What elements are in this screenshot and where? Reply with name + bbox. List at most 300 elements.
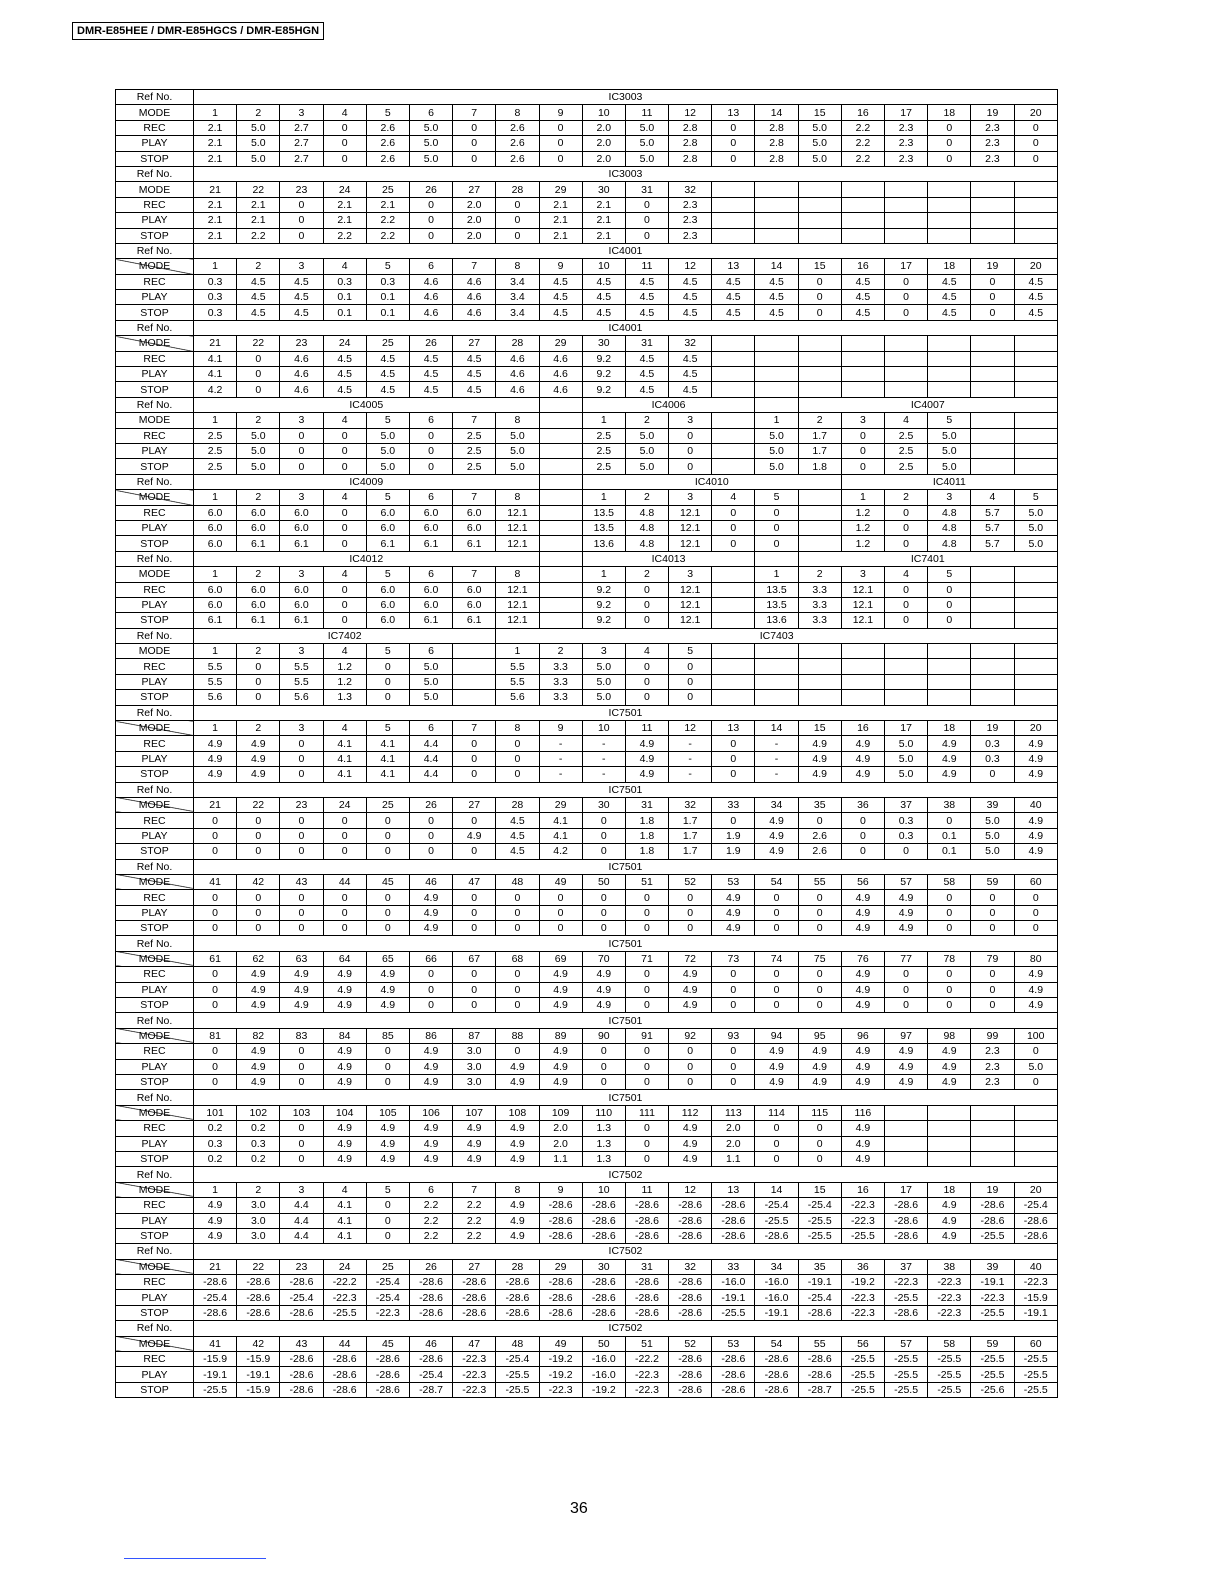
ref-row xyxy=(116,397,1058,412)
voltage-cell: 5.5 xyxy=(496,674,539,689)
voltage-cell: 0.3 xyxy=(971,751,1014,766)
voltage-cell: 0 xyxy=(755,905,798,920)
voltage-cell: 4.9 xyxy=(237,998,280,1013)
ref-ic-name: IC3003 xyxy=(194,90,1058,105)
voltage-cell: 4.4 xyxy=(280,1228,323,1243)
pin-number-cell: 18 xyxy=(928,1182,971,1197)
rec-row xyxy=(116,197,1058,212)
pin-number-cell: 45 xyxy=(366,874,409,889)
pin-number-cell xyxy=(712,182,755,197)
pin-number-cell: 65 xyxy=(366,951,409,966)
voltage-cell: 0 xyxy=(798,305,841,320)
ref-ic-name: IC7501 xyxy=(194,782,1058,797)
rec-row xyxy=(116,351,1058,366)
pin-number-cell: 5 xyxy=(366,413,409,428)
voltage-cell: 0 xyxy=(409,228,452,243)
ref-row xyxy=(116,782,1058,797)
voltage-cell: 0 xyxy=(669,1059,712,1074)
voltage-cell xyxy=(885,382,928,397)
pin-number-cell: 52 xyxy=(669,1336,712,1351)
voltage-cell: 4.9 xyxy=(1014,767,1057,782)
voltage-cell: -28.6 xyxy=(539,1213,582,1228)
mode-row xyxy=(116,490,1058,505)
voltage-cell: 0.3 xyxy=(885,813,928,828)
pin-number-cell: 32 xyxy=(669,182,712,197)
voltage-cell: 0 xyxy=(1014,1044,1057,1059)
pin-number-cell: 23 xyxy=(280,182,323,197)
voltage-cell xyxy=(971,613,1014,628)
voltage-cell: -22.3 xyxy=(841,1290,884,1305)
pin-number-cell: 30 xyxy=(582,797,625,812)
voltage-cell: 0 xyxy=(755,998,798,1013)
voltage-cell: 0 xyxy=(971,998,1014,1013)
pin-number-cell: 23 xyxy=(280,797,323,812)
voltage-cell: 0 xyxy=(885,982,928,997)
pin-number-cell: 90 xyxy=(582,1028,625,1043)
voltage-cell: 4.6 xyxy=(539,367,582,382)
voltage-cell: 5.0 xyxy=(625,428,668,443)
voltage-cell: 4.9 xyxy=(366,1136,409,1151)
voltage-cell: 0 xyxy=(194,1044,237,1059)
voltage-cell: 4.9 xyxy=(841,967,884,982)
voltage-cell: 4.9 xyxy=(366,982,409,997)
voltage-cell xyxy=(1014,1151,1057,1166)
voltage-cell: 5.0 xyxy=(755,428,798,443)
voltage-cell: 6.0 xyxy=(409,505,452,520)
voltage-cell: 4.8 xyxy=(625,505,668,520)
voltage-cell: -22.3 xyxy=(971,1290,1014,1305)
voltage-cell: 4.9 xyxy=(409,1075,452,1090)
voltage-cell: -28.6 xyxy=(669,1305,712,1320)
voltage-cell: -15.9 xyxy=(1014,1290,1057,1305)
voltage-cell: 0 xyxy=(496,967,539,982)
voltage-cell xyxy=(971,1151,1014,1166)
rec-row xyxy=(116,274,1058,289)
voltage-cell: 4.1 xyxy=(366,751,409,766)
voltage-cell: 2.2 xyxy=(841,151,884,166)
pin-number-cell: 5 xyxy=(366,567,409,582)
voltage-cell: 2.3 xyxy=(971,1044,1014,1059)
voltage-cell: 4.5 xyxy=(539,290,582,305)
voltage-cell: 4.9 xyxy=(841,751,884,766)
voltage-cell: 4.9 xyxy=(409,1044,452,1059)
voltage-cell: 4.5 xyxy=(366,382,409,397)
stop-label: STOP xyxy=(116,1382,194,1397)
voltage-cell: 4.6 xyxy=(453,274,496,289)
pin-number-cell: 9 xyxy=(539,105,582,120)
voltage-cell: 0 xyxy=(712,520,755,535)
pin-number-cell: 1 xyxy=(582,567,625,582)
pin-number-cell: 3 xyxy=(669,413,712,428)
voltage-cell xyxy=(755,659,798,674)
pin-number-cell: 35 xyxy=(798,797,841,812)
voltage-cell: 4.5 xyxy=(237,274,280,289)
pin-number-cell: 23 xyxy=(280,1259,323,1274)
voltage-cell: 0 xyxy=(928,982,971,997)
voltage-cell: 0 xyxy=(625,213,668,228)
voltage-cell: 0 xyxy=(971,982,1014,997)
pin-number-cell: 2 xyxy=(539,644,582,659)
voltage-cell: 0 xyxy=(582,813,625,828)
voltage-cell: 0 xyxy=(323,890,366,905)
pin-number-cell: 66 xyxy=(409,951,452,966)
pin-number-cell: 93 xyxy=(712,1028,755,1043)
voltage-cell xyxy=(798,382,841,397)
voltage-cell: 2.3 xyxy=(885,120,928,135)
voltage-cell: 5.0 xyxy=(237,120,280,135)
voltage-cell: 1.3 xyxy=(582,1136,625,1151)
voltage-cell: 6.0 xyxy=(409,520,452,535)
voltage-cell: 5.0 xyxy=(409,120,452,135)
pin-number-cell xyxy=(453,644,496,659)
voltage-cell: -28.6 xyxy=(885,1213,928,1228)
pin-number-cell: 39 xyxy=(971,1259,1014,1274)
voltage-cell: -25.5 xyxy=(496,1367,539,1382)
pin-number-cell: 108 xyxy=(496,1105,539,1120)
voltage-cell: 5.0 xyxy=(1014,505,1057,520)
pin-number-cell: 71 xyxy=(625,951,668,966)
pin-number-cell: 4 xyxy=(971,490,1014,505)
voltage-cell: 1.7 xyxy=(669,813,712,828)
pin-number-cell: 78 xyxy=(928,951,971,966)
pin-number-cell: 17 xyxy=(885,721,928,736)
voltage-cell: 3.0 xyxy=(237,1228,280,1243)
voltage-cell xyxy=(539,536,582,551)
voltage-cell: -28.6 xyxy=(669,1228,712,1243)
voltage-cell: 1.2 xyxy=(323,674,366,689)
voltage-cell xyxy=(1014,382,1057,397)
voltage-cell: -28.6 xyxy=(669,1275,712,1290)
pin-number-cell xyxy=(712,413,755,428)
voltage-cell: 4.9 xyxy=(841,998,884,1013)
voltage-cell: -15.9 xyxy=(194,1352,237,1367)
play-label: PLAY xyxy=(116,520,194,535)
voltage-cell: 0 xyxy=(755,967,798,982)
voltage-cell: 12.1 xyxy=(669,613,712,628)
voltage-cell xyxy=(928,1121,971,1136)
voltage-cell: 4.9 xyxy=(841,1044,884,1059)
pin-number-cell xyxy=(798,336,841,351)
voltage-cell: -28.6 xyxy=(539,1305,582,1320)
voltage-cell: 0 xyxy=(409,197,452,212)
pin-number-cell: 3 xyxy=(928,490,971,505)
voltage-cell: 0 xyxy=(712,982,755,997)
voltage-cell: 0 xyxy=(496,1044,539,1059)
pin-number-cell: 64 xyxy=(323,951,366,966)
voltage-cell: 0 xyxy=(798,290,841,305)
voltage-cell: 4.9 xyxy=(496,1121,539,1136)
voltage-cell xyxy=(971,659,1014,674)
voltage-cell: 0 xyxy=(366,905,409,920)
voltage-cell: 2.1 xyxy=(539,213,582,228)
voltage-cell: 4.9 xyxy=(409,1059,452,1074)
voltage-cell: 2.1 xyxy=(366,197,409,212)
voltage-cell: 0 xyxy=(1014,890,1057,905)
voltage-cell xyxy=(712,213,755,228)
voltage-cell xyxy=(841,367,884,382)
ref-label: Ref No. xyxy=(116,1013,194,1028)
voltage-cell xyxy=(1014,597,1057,612)
voltage-cell: 0 xyxy=(366,844,409,859)
pin-number-cell: 10 xyxy=(582,105,625,120)
play-row xyxy=(116,1290,1058,1305)
voltage-cell: 6.0 xyxy=(237,582,280,597)
voltage-cell: 6.1 xyxy=(237,613,280,628)
voltage-cell: 2.1 xyxy=(194,213,237,228)
voltage-cell: 4.5 xyxy=(841,290,884,305)
voltage-cell: 2.2 xyxy=(453,1198,496,1213)
voltage-cell: 5.5 xyxy=(194,674,237,689)
voltage-cell: 6.1 xyxy=(409,613,452,628)
pin-number-cell: 19 xyxy=(971,721,1014,736)
voltage-cell: -25.5 xyxy=(885,1290,928,1305)
voltage-cell: 4.9 xyxy=(237,1075,280,1090)
voltage-cell: -22.3 xyxy=(453,1352,496,1367)
voltage-cell xyxy=(841,351,884,366)
pin-number-cell xyxy=(885,1105,928,1120)
voltage-cell: 0 xyxy=(625,1059,668,1074)
voltage-cell: 4.1 xyxy=(323,1198,366,1213)
voltage-cell: 0 xyxy=(496,736,539,751)
voltage-cell: -28.6 xyxy=(366,1382,409,1397)
pin-number-cell: 2 xyxy=(237,721,280,736)
voltage-cell: 4.5 xyxy=(1014,274,1057,289)
rec-row xyxy=(116,1121,1058,1136)
voltage-cell: 0 xyxy=(280,1075,323,1090)
voltage-cell: -22.3 xyxy=(1014,1275,1057,1290)
voltage-cell: 0 xyxy=(669,690,712,705)
pin-number-cell: 1 xyxy=(194,567,237,582)
voltage-cell xyxy=(1014,213,1057,228)
voltage-cell: 0.3 xyxy=(194,290,237,305)
voltage-cell: 2.3 xyxy=(669,228,712,243)
voltage-cell xyxy=(755,382,798,397)
mode-row xyxy=(116,1028,1058,1043)
pin-number-cell: 37 xyxy=(885,1259,928,1274)
pin-number-cell: 27 xyxy=(453,797,496,812)
voltage-cell: 0 xyxy=(798,890,841,905)
voltage-cell: 12.1 xyxy=(669,536,712,551)
voltage-cell xyxy=(971,597,1014,612)
voltage-cell xyxy=(1014,443,1057,458)
voltage-cell: 0 xyxy=(928,967,971,982)
ref-row xyxy=(116,859,1058,874)
voltage-cell: -28.6 xyxy=(582,1213,625,1228)
voltage-cell: 0 xyxy=(409,982,452,997)
pin-number-cell: 4 xyxy=(323,413,366,428)
voltage-cell: 0 xyxy=(409,998,452,1013)
pin-number-cell: 14 xyxy=(755,721,798,736)
voltage-cell: -28.6 xyxy=(755,1367,798,1382)
voltage-cell: -28.6 xyxy=(496,1275,539,1290)
voltage-cell: 4.5 xyxy=(453,382,496,397)
pin-number-cell xyxy=(971,567,1014,582)
voltage-cell: 9.2 xyxy=(582,597,625,612)
pin-number-cell: 29 xyxy=(539,797,582,812)
voltage-cell: 5.0 xyxy=(409,690,452,705)
voltage-cell xyxy=(841,382,884,397)
voltage-cell: 4.9 xyxy=(237,767,280,782)
pin-number-cell: 21 xyxy=(194,797,237,812)
voltage-cell: 1.3 xyxy=(582,1151,625,1166)
pin-number-cell: 7 xyxy=(453,721,496,736)
ref-ic-name: IC4012 xyxy=(194,551,540,566)
pin-number-cell: 2 xyxy=(798,413,841,428)
voltage-cell: 6.1 xyxy=(409,536,452,551)
voltage-cell: 2.1 xyxy=(323,213,366,228)
pin-number-cell: 85 xyxy=(366,1028,409,1043)
pin-number-cell: 5 xyxy=(366,105,409,120)
voltage-cell: 2.0 xyxy=(712,1121,755,1136)
voltage-cell: 0 xyxy=(755,1151,798,1166)
voltage-cell: 4.9 xyxy=(841,767,884,782)
pin-number-cell: 28 xyxy=(496,1259,539,1274)
voltage-cell: 5.0 xyxy=(625,136,668,151)
voltage-cell: 2.5 xyxy=(453,443,496,458)
voltage-cell xyxy=(755,351,798,366)
pin-number-cell: 37 xyxy=(885,797,928,812)
voltage-cell: 0 xyxy=(323,828,366,843)
voltage-cell: -25.4 xyxy=(798,1290,841,1305)
voltage-cell: 13.6 xyxy=(582,536,625,551)
voltage-cell: -28.6 xyxy=(625,1228,668,1243)
ref-row xyxy=(116,1167,1058,1182)
pin-number-cell xyxy=(841,182,884,197)
voltage-cell: 0 xyxy=(280,213,323,228)
voltage-cell: 4.9 xyxy=(755,1059,798,1074)
pin-number-cell: 34 xyxy=(755,1259,798,1274)
voltage-cell: -22.3 xyxy=(625,1382,668,1397)
pin-number-cell: 16 xyxy=(841,105,884,120)
voltage-cell: 0 xyxy=(539,921,582,936)
pin-number-cell: 24 xyxy=(323,1259,366,1274)
voltage-cell: 4.5 xyxy=(453,367,496,382)
pin-number-cell: 27 xyxy=(453,1259,496,1274)
pin-number-cell: 3 xyxy=(280,1182,323,1197)
voltage-cell: 0 xyxy=(625,674,668,689)
voltage-cell xyxy=(971,459,1014,474)
pin-number-cell: 1 xyxy=(496,644,539,659)
voltage-cell: 0 xyxy=(539,905,582,920)
voltage-cell: -22.3 xyxy=(841,1213,884,1228)
voltage-cell: 1.2 xyxy=(323,659,366,674)
voltage-cell: 0 xyxy=(280,443,323,458)
voltage-cell: 4.5 xyxy=(409,382,452,397)
pin-number-cell: 16 xyxy=(841,721,884,736)
rec-label: REC xyxy=(116,197,194,212)
voltage-cell: 4.5 xyxy=(237,290,280,305)
voltage-cell: 4.9 xyxy=(712,890,755,905)
voltage-cell: -28.6 xyxy=(323,1352,366,1367)
voltage-cell: -25.4 xyxy=(366,1275,409,1290)
voltage-cell xyxy=(539,613,582,628)
pin-number-cell: 4 xyxy=(712,490,755,505)
voltage-cell xyxy=(971,228,1014,243)
voltage-cell: -28.6 xyxy=(755,1382,798,1397)
voltage-cell: 5.0 xyxy=(928,428,971,443)
voltage-cell: 0 xyxy=(237,674,280,689)
voltage-cell: 5.0 xyxy=(409,674,452,689)
pin-number-cell: 36 xyxy=(841,797,884,812)
voltage-cell: 4.9 xyxy=(841,921,884,936)
voltage-cell: 6.0 xyxy=(453,597,496,612)
voltage-cell: -28.6 xyxy=(669,1382,712,1397)
play-row xyxy=(116,213,1058,228)
voltage-cell: 5.0 xyxy=(625,120,668,135)
voltage-cell: 4.8 xyxy=(928,536,971,551)
voltage-cell: -28.6 xyxy=(280,1305,323,1320)
pin-number-cell: 15 xyxy=(798,105,841,120)
pin-number-cell: 3 xyxy=(280,413,323,428)
voltage-cell: 0 xyxy=(625,690,668,705)
voltage-cell: 0 xyxy=(755,890,798,905)
pin-number-cell: 27 xyxy=(453,336,496,351)
stop-label: STOP xyxy=(116,1228,194,1243)
ref-row xyxy=(116,705,1058,720)
voltage-cell xyxy=(885,674,928,689)
pin-number-cell: 100 xyxy=(1014,1028,1057,1043)
voltage-cell: 4.9 xyxy=(194,767,237,782)
voltage-cell: 0 xyxy=(496,197,539,212)
mode-row xyxy=(116,413,1058,428)
voltage-cell: 6.1 xyxy=(280,613,323,628)
ref-ic-name: IC4006 xyxy=(582,397,755,412)
voltage-cell: -28.6 xyxy=(237,1290,280,1305)
voltage-cell: 0 xyxy=(669,1075,712,1090)
voltage-cell: 0 xyxy=(625,890,668,905)
voltage-cell xyxy=(1014,690,1057,705)
voltage-cell: 2.1 xyxy=(194,228,237,243)
voltage-cell: 2.0 xyxy=(453,228,496,243)
voltage-cell: 3.0 xyxy=(237,1198,280,1213)
pin-number-cell: 6 xyxy=(409,105,452,120)
pin-number-cell: 5 xyxy=(1014,490,1057,505)
voltage-cell: 4.1 xyxy=(539,828,582,843)
pin-number-cell: 19 xyxy=(971,1182,1014,1197)
voltage-cell xyxy=(971,1136,1014,1151)
voltage-cell: 4.9 xyxy=(194,751,237,766)
voltage-cell: -28.6 xyxy=(496,1305,539,1320)
voltage-cell xyxy=(539,459,582,474)
voltage-cell: 4.9 xyxy=(928,1059,971,1074)
voltage-cell: 0 xyxy=(755,1121,798,1136)
voltage-cell: 12.1 xyxy=(496,582,539,597)
voltage-cell: 0 xyxy=(366,1228,409,1243)
voltage-cell: 0 xyxy=(194,967,237,982)
voltage-cell: 2.5 xyxy=(453,459,496,474)
voltage-cell: 1.8 xyxy=(625,813,668,828)
pin-number-cell: 111 xyxy=(625,1105,668,1120)
pin-number-cell: 4 xyxy=(323,259,366,274)
voltage-cell: 4.9 xyxy=(496,1075,539,1090)
voltage-cell: -28.6 xyxy=(669,1367,712,1382)
voltage-cell: 4.9 xyxy=(885,921,928,936)
pin-number-cell: 41 xyxy=(194,874,237,889)
rec-row xyxy=(116,428,1058,443)
stop-row xyxy=(116,1382,1058,1397)
voltage-cell: -25.5 xyxy=(841,1367,884,1382)
voltage-cell: 0 xyxy=(669,428,712,443)
pin-number-cell: 1 xyxy=(194,721,237,736)
play-row xyxy=(116,597,1058,612)
ref-label: Ref No. xyxy=(116,1090,194,1105)
voltage-cell: 5.7 xyxy=(971,536,1014,551)
voltage-cell: 4.5 xyxy=(928,274,971,289)
mode-row xyxy=(116,1105,1058,1120)
voltage-cell: 4.8 xyxy=(625,536,668,551)
pin-number-cell: 89 xyxy=(539,1028,582,1043)
voltage-cell: -28.6 xyxy=(409,1352,452,1367)
